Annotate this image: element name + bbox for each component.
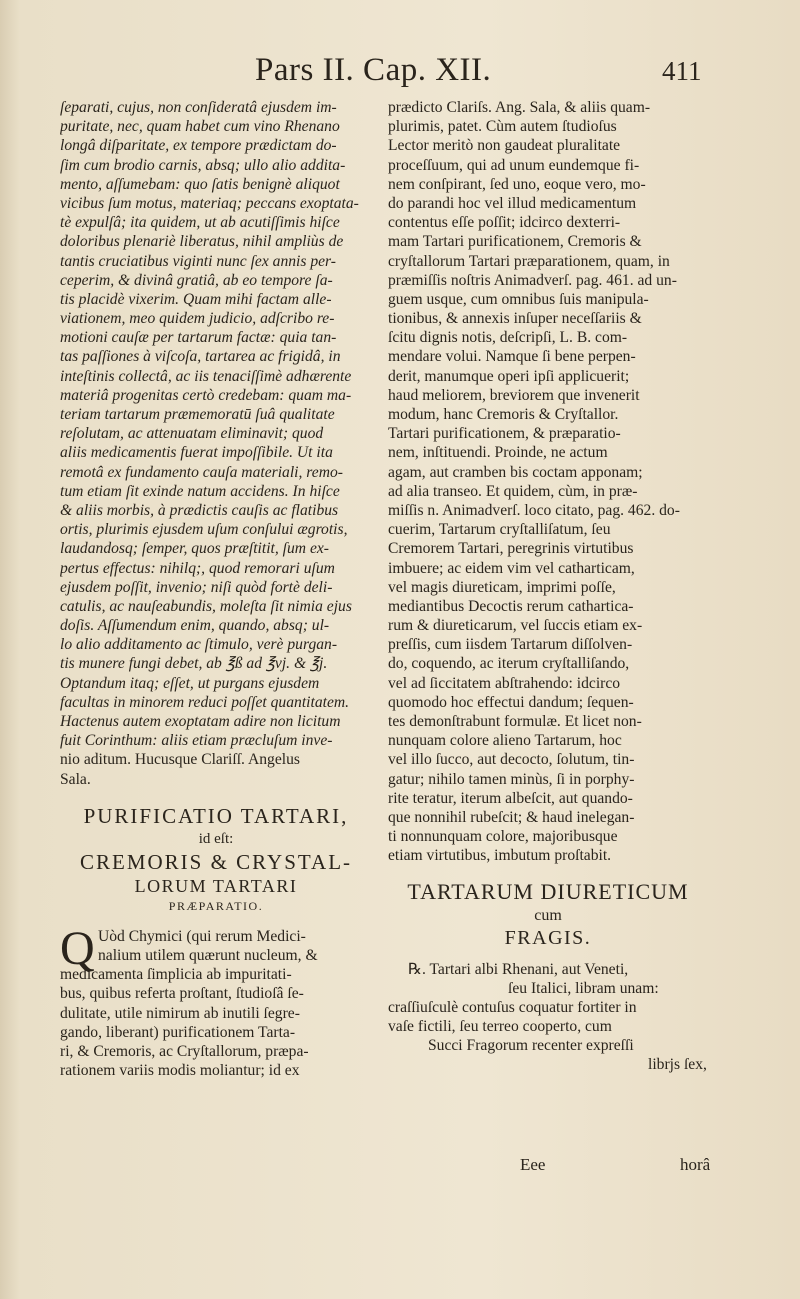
text-line: viationem, meo quidem judicio, adſcribo re- [60, 310, 335, 328]
text-line: tis munere fungi debet, ab ℥ß ad ℥vj. & ℥j. [60, 655, 328, 673]
text-line: etiam virtutibus, imbutum proſtabit. [388, 847, 612, 865]
text-line: do parandi hoc vel illud medicamentum [388, 194, 637, 212]
left-column [60, 98, 372, 1080]
purification-heading [60, 803, 372, 915]
text-line: Optandum itaq; eſſet, ut purgans ejusdem [60, 674, 320, 692]
text-line: miſſis n. Animadverſ. loco citato, pag. 462. do- [388, 501, 680, 519]
text-line: vel magis diureticam, imprimi poſſe, [388, 578, 616, 596]
text-line: medicamenta ſimplicia ab impuritati- [60, 966, 292, 984]
text-line: craſſiuſculè contuſus coquatur fortiter in [388, 998, 637, 1016]
text-line: ortis, plurimis ejusdem uſum conſului ægrotis, [60, 521, 348, 539]
text-line: & aliis morbis, à prædictis cauſis ac flatibus [60, 501, 339, 519]
running-head: Pars II. Cap. XII. [255, 52, 492, 88]
text-line: tantis cruciatibus viginti nunc ſex annis per- [60, 252, 337, 270]
text-line: puritate, nec, quam habet cum vino Rhenano [60, 118, 340, 136]
heading-lorum-tartari: LORUM TARTARI [134, 875, 298, 896]
text-line: guem usque, cum omnibus ſuis manipula- [388, 290, 649, 308]
text-line: mediantibus Decoctis rerum cathartica- [388, 597, 634, 615]
text-line: mendare volui. Namque ſi bene perpen- [388, 348, 636, 366]
text-line: materiâ progenitas certò credebam: quam ma- [60, 386, 352, 404]
text-line: ti nonnunquam colore, majoribusque [388, 828, 618, 846]
signature-mark: Eee [520, 1155, 546, 1174]
heading-fragis: FRAGIS. [504, 926, 592, 949]
right-column-text [388, 98, 708, 866]
text-line: proceſſuum, qui ad unum eundemque fi- [388, 156, 640, 174]
text-line: rationem variis modis moliantur; id ex [60, 1062, 300, 1080]
text-line: modum, hanc Cremoris & Cryſtallor. [388, 406, 619, 423]
text-line: ad alia transeo. Et quidem, cùm, in præ- [388, 482, 638, 500]
text-line: tes demonſtrabunt formulæ. Et licet non- [388, 713, 642, 730]
text-line: vaſe fictili, ſeu terreo cooperto, cum [388, 1018, 612, 1036]
text-line: præmiſſis noſtris Animadverſ. pag. 461. ad un- [388, 271, 677, 289]
right-column [388, 98, 708, 1075]
text-line: vel ad ſiccitatem abſtrahendo: idcirco [388, 674, 621, 692]
text-line: pertus effectus: nihilq;, quod remorari uſum [60, 559, 335, 577]
text-line: derit, manumque operi ipſi applicuerit; [388, 367, 630, 385]
text-line: nem, inſtituendi. Proinde, ne actum [388, 444, 608, 462]
left-column-text [60, 98, 372, 789]
text-line: Uòd Chymici (qui rerum Medici- [98, 927, 306, 945]
text-line: nunquam colore alieno Tartarum, hoc [388, 732, 622, 750]
text-line: mento, aſſumebam: quo ſatis benignè aliquot [60, 175, 340, 193]
page-header [0, 52, 800, 96]
quod-chymici-paragraph [60, 921, 372, 1081]
text-line: tè expulſâ; ita quidem, ut ab acutiſſimis hiſce [60, 214, 340, 232]
text-line: Lector meritò non gaudeat pluralitate [388, 137, 621, 155]
text-line: do, coquendo, ac iterum cryſtalliſando, [388, 655, 630, 673]
text-line: Hactenus autem exoptatam adire non licitum [60, 713, 341, 730]
text-line: doloribus plenariè liberatus, nihil ampliùs de [60, 233, 344, 251]
text-line: plurimis, patet. Cùm autem ſtudioſus [388, 118, 617, 136]
text-line: Tartari purificationem, & præparatio- [388, 425, 621, 443]
text-line: vicibus ſum motus, materiaq; peccans exoptata- [60, 194, 359, 212]
text-line: ſcitu dignis notis, deſcripſi, L. B. com- [388, 329, 628, 347]
text-line: motioni cauſæ per tartarum factæ: quia tan- [60, 329, 337, 347]
heading-tartarum-diureticum: TARTARUM DIURETICUM [407, 878, 689, 904]
text-line: ſeparati, cujus, non conſideratâ ejusdem im- [60, 99, 337, 116]
text-line: prædicto Clariſs. Ang. Sala, & aliis quam- [388, 99, 651, 116]
recipe [388, 960, 708, 1075]
text-line: ejusdem poſſit, invenio; niſi quòd fortè deli- [60, 578, 333, 596]
text-line: bus, quibus referta proſtant, ſtudioſâ ſe- [60, 985, 304, 1003]
text-line: tas paſſiones à viſcoſa, tartarea ac frigidâ, in [60, 348, 341, 366]
text-line: ſim cum brodio carnis, absq; ullo alio addita- [60, 156, 346, 174]
text-line: gatur; nihilo tamen minùs, ſi in porphy- [388, 770, 635, 788]
text-line: facultas in minorem reduci poſſet quantitatem. [60, 693, 350, 711]
text-line: doſis. Aſſumendum enim, quando, absq; ul- [60, 617, 330, 635]
text-line: inteſtinis collectâ, ac iis tenaciſſimè adhærente [60, 367, 352, 385]
text-line: longâ diſparitate, ex tempore prædictam do- [60, 137, 337, 155]
heading-cremoris: CREMORIS & CRYSTAL- [79, 849, 353, 874]
text-line: Succi Fragorum recenter expreſſi [428, 1037, 634, 1055]
heading-praeparatio: PRÆPARATIO. [168, 898, 264, 913]
text-line: agam, aut cramben bis coctam apponam; [388, 463, 643, 481]
text-line: Cremorem Tartari, peregrinis virtutibus [388, 540, 634, 558]
text-line: haud meliorem, breviorem que invenerit [388, 386, 640, 404]
text-line: imbuere; ac eidem vim vel catharticam, [388, 559, 635, 577]
text-line: contentus eſſe poſſit; idcirco dexterri- [388, 214, 621, 232]
text-line: aliis medicamentis fuerat impoſſibile. Ut ita [60, 444, 333, 462]
text-line: preſſis, cum iisdem Tartarum diſſolven- [388, 636, 633, 654]
page-number: 411 [662, 56, 702, 86]
text-line: tum etiam ſit exinde natum accidens. In hiſce [60, 482, 340, 500]
text-line: lo alio additamento ac ſtimulo, verè purgan- [60, 636, 338, 654]
text-line: fuit Corinthum: aliis etiam præcluſum inve- [60, 732, 333, 750]
text-line: mam Tartari purificationem, Cremoris & [388, 233, 642, 251]
text-line: catulis, ac nauſeabundis, moleſta ſit nimia ejus [60, 597, 352, 615]
text-line: Sala. [60, 770, 91, 788]
drop-capital: Q [60, 921, 95, 975]
text-line: dulitate, utile nimirum ab inutili ſegre- [60, 1004, 300, 1022]
text-line: rum & diureticarum, vel ſuccis etiam ex- [388, 617, 643, 635]
text-line: reſolutam, ac attenuatam eliminavit; quod [60, 425, 324, 443]
text-line: rite teratur, iterum albeſcit, aut quando- [388, 789, 633, 807]
text-line: tis placidè vixerim. Quam mihi factam alle- [60, 290, 332, 308]
diureticum-heading [388, 878, 708, 950]
paragraph-lines [60, 921, 372, 1081]
heading-id-est: id eſt: [198, 830, 234, 847]
text-line: vel illo ſucco, aut decocto, ſolutum, tin- [388, 751, 635, 769]
text-line: nio aditum. Hucusque Clariſſ. Angelus [60, 751, 300, 769]
text-line: tionibus, & annexis inſuper neceſſariis & [388, 310, 642, 328]
heading-purificatio: PURIFICATIO TARTARI, [83, 803, 349, 828]
text-line: nem conſpirant, ſed uno, eoque vero, mo- [388, 175, 646, 193]
text-line: nalium utilem quærunt nucleum, & [98, 946, 318, 964]
text-line: cryſtallorum Tartari præparationem, quam, in [388, 252, 670, 270]
text-line: gando, liberant) purificationem Tarta- [60, 1023, 296, 1041]
text-line: librjs ſex, [648, 1056, 707, 1074]
text-line: ri, & Cremoris, ac Cryſtallorum, præpa- [60, 1042, 309, 1060]
text-line: ceperim, & divinâ gratiâ, ab eo tempore ſa- [60, 271, 333, 289]
text-line: teriam tartarum præmemoratū ſuâ qualitate [60, 406, 335, 423]
text-line: ℞. Tartari albi Rhenani, aut Veneti, [408, 960, 629, 978]
text-line: remotâ ex fundamento cauſa materiali, remo- [60, 463, 343, 481]
text-line: laudandosq; ſemper, quos præſtitit, ſum ex- [60, 540, 329, 558]
catchword: horâ [680, 1155, 711, 1174]
heading-cum: cum [534, 906, 562, 924]
text-line: ſeu Italici, libram unam: [508, 979, 659, 997]
text-line: cuerim, Tartarum cryſtalliſatum, ſeu [388, 521, 611, 539]
text-line: que nonnihil rubeſcit; & haud inelegan- [388, 808, 635, 826]
text-line: quomodo hoc effectui dandum; ſequen- [388, 693, 634, 711]
